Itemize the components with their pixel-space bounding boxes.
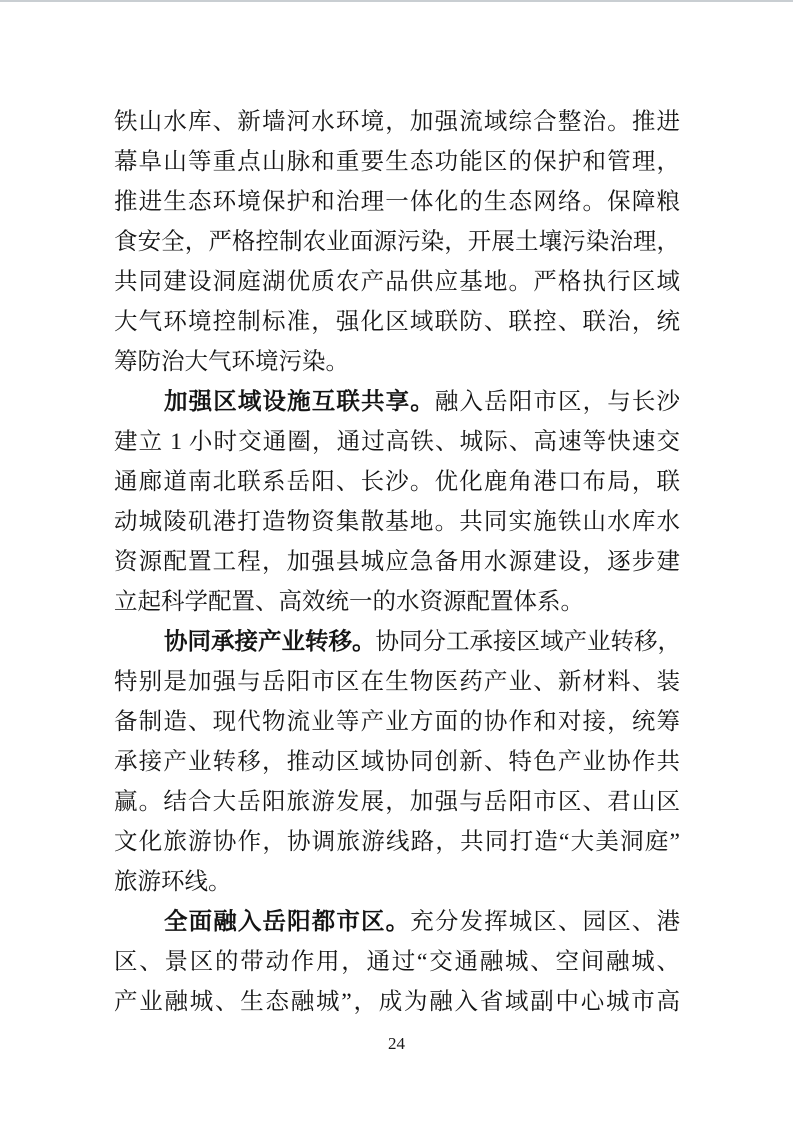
text-line: 备制造、现代物流业等产业方面的协作和对接，统筹 bbox=[114, 709, 680, 735]
text-line: 赢。结合大岳阳旅游发展，加强与岳阳市区、君山区 bbox=[114, 789, 680, 815]
text-line: 大气环境控制标准，强化区域联防、联控、联治，统 bbox=[114, 309, 680, 335]
text-line: 铁山水库、新墙河水环境，加强流域综合整治。推进 bbox=[114, 109, 680, 135]
text-line: 产业融城、生态融城”，成为融入省域副中心城市高 bbox=[114, 989, 680, 1015]
page-number: 24 bbox=[388, 1034, 405, 1053]
text-line: 区、景区的带动作用，通过“交通融城、空间融城、 bbox=[114, 949, 680, 975]
paragraph-heading: 全面融入岳阳都市区。 bbox=[164, 909, 411, 935]
text-line: 特别是加强与岳阳市区在生物医药产业、新材料、装 bbox=[114, 669, 680, 695]
text-line: 承接产业转移，推动区域协同创新、特色产业协作共 bbox=[114, 749, 680, 775]
text-line bbox=[114, 622, 680, 662]
text-line: 筹防治大气环境污染。 bbox=[114, 349, 349, 375]
text-line: 建立 1 小时交通圈，通过高铁、城际、高速等快速交 bbox=[114, 429, 680, 455]
paragraph-heading: 协同承接产业转移。 bbox=[164, 629, 376, 655]
text-line: 动城陵矶港打造物资集散基地。共同实施铁山水库水 bbox=[114, 509, 680, 535]
text-line bbox=[114, 382, 680, 422]
text-line: 推进生态环境保护和治理一体化的生态网络。保障粮 bbox=[114, 189, 680, 215]
text-line: 资源配置工程，加强县城应急备用水源建设，逐步建 bbox=[114, 549, 680, 575]
text-line: 旅游环线。 bbox=[114, 869, 232, 895]
paragraph-text: 协同分工承接区域产业转移， bbox=[375, 629, 681, 655]
text-line bbox=[114, 902, 680, 942]
page-top-edge bbox=[0, 0, 793, 2]
text-line: 通廊道南北联系岳阳、长沙。优化鹿角港口布局，联 bbox=[114, 469, 680, 495]
paragraph-text: 充分发挥城区、园区、港 bbox=[410, 909, 680, 935]
document-text-block bbox=[114, 102, 680, 1022]
text-line: 共同建设洞庭湖优质农产品供应基地。严格执行区域 bbox=[114, 269, 680, 295]
paragraph-text: 融入岳阳市区，与长沙 bbox=[434, 389, 680, 415]
paragraph-heading: 加强区域设施互联共享。 bbox=[164, 389, 435, 415]
text-line: 幕阜山等重点山脉和重要生态功能区的保护和管理， bbox=[114, 149, 680, 175]
text-line: 文化旅游协作，协调旅游线路，共同打造“大美洞庭” bbox=[114, 829, 680, 855]
text-line: 食安全，严格控制农业面源污染，开展土壤污染治理， bbox=[114, 229, 680, 255]
text-line: 立起科学配置、高效统一的水资源配置体系。 bbox=[114, 589, 584, 615]
